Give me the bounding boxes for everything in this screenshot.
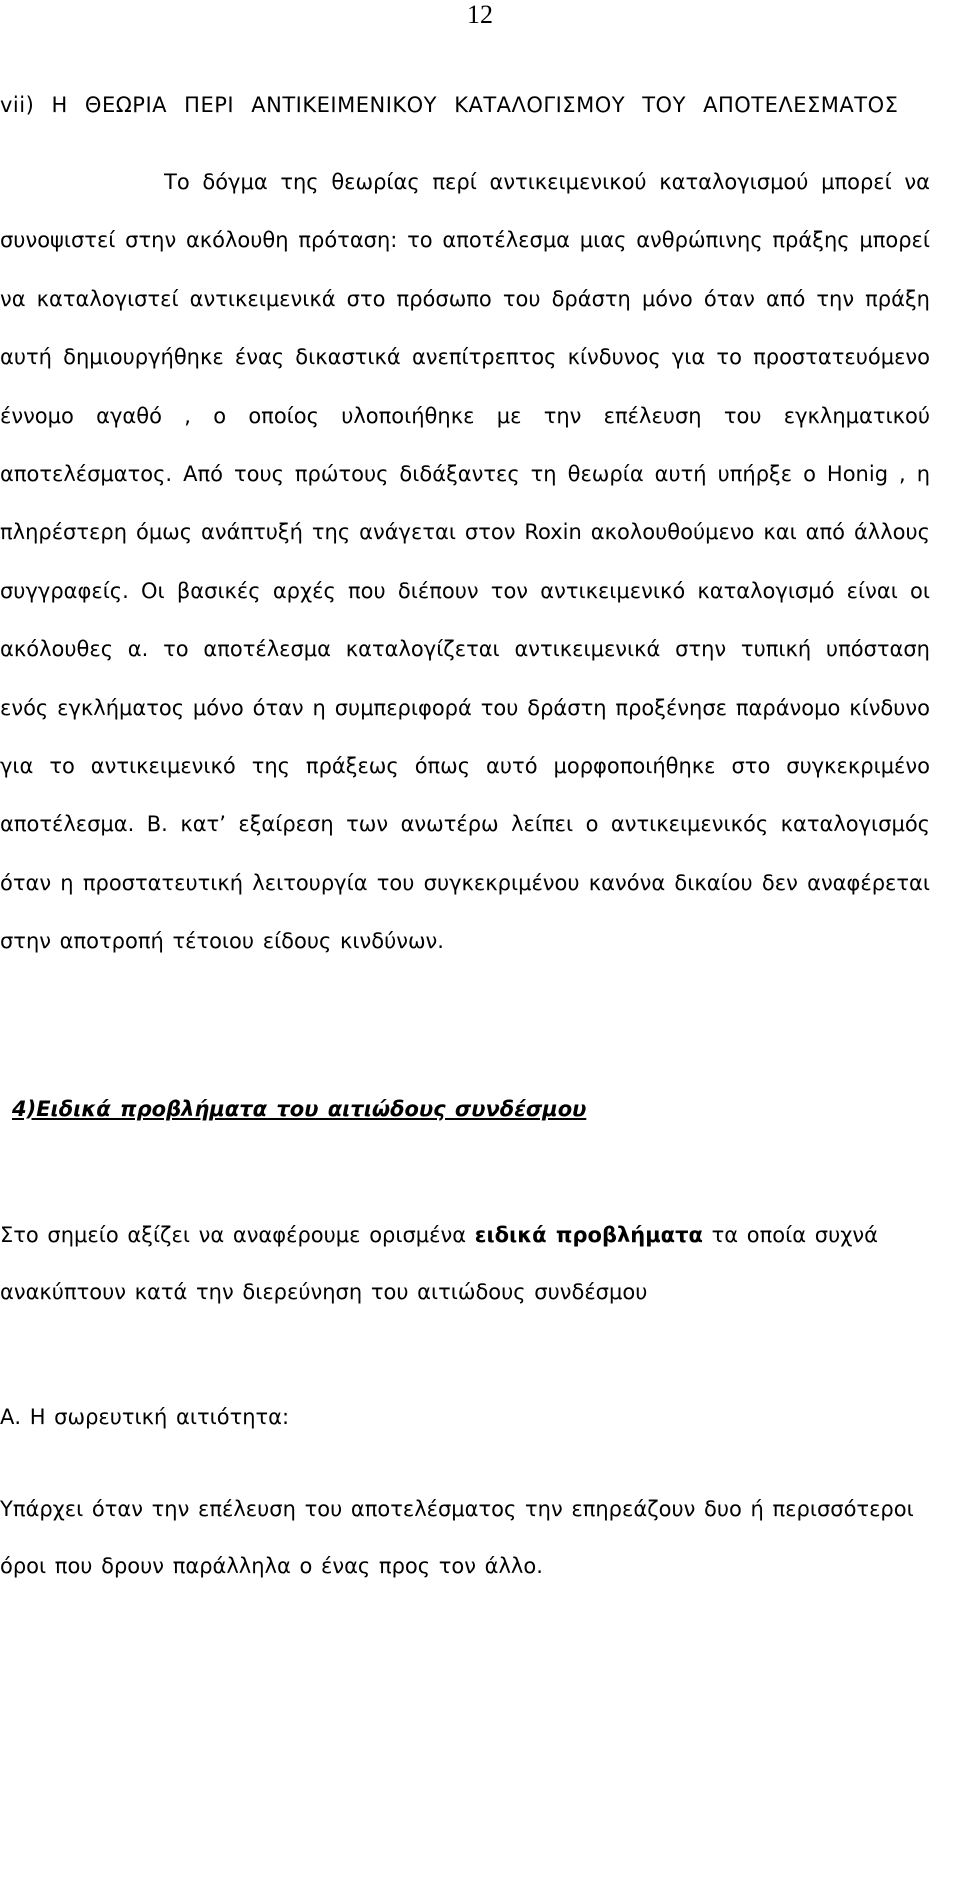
intro-bold-phrase: ειδικά προβλήματα (474, 1222, 703, 1247)
section-heading: 4)Ειδικά προβλήματα του αιτιώδους συνδέσμου (12, 1096, 587, 1121)
paragraph-objective-attribution (0, 153, 930, 971)
section-title: vii) Η ΘΕΩΡΙΑ ΠΕΡΙ ΑΝΤΙΚΕΙΜΕΝΙΚΟΥ ΚΑΤΑΛΟΓΙΣΜΟΥ ΤΟΥ ΑΠΟΤΕΛΕΣΜΑΤΟΣ (0, 93, 899, 117)
intro-text-end: τα οποία συχνά ανακύπτουν κατά την διερεύνηση του αιτιώδους συνδέσμου (0, 1222, 878, 1304)
subheading-cumulative-causality: Α. Η σωρευτική αιτιότητα: (0, 1404, 290, 1429)
paragraph-text: Το δόγμα της θεωρίας περί αντικειμενικού καταλογισμού μπορεί να συνοψιστεί στην ακόλουθη πρόταση: το αποτέλεσμα μιας ανθρώπινης πράξης μπορεί να καταλογιστεί αντικειμενικά στο πρόσωπο του δράστη μόνο όταν από την πράξη αυτή δημιουργήθηκε ένας δικαστικά ανεπίτρεπτος κίνδυνος για το προστατευόμενο έννομο αγαθό , ο οποίος υλοποιήθηκε με την επέλευση του εγκληματικού αποτελέσματος. Από τους πρώτους διδάξαντες τη θεωρία αυτή υπήρξε ο Honig , η πληρέστερη όμως ανάπτυξή της ανάγεται στον Roxin ακολουθούμενο και από άλλους συγγραφείς. Οι βασικές αρχές που διέπουν τον αντικειμενικό καταλογισμό είναι οι ακόλουθες α. το αποτέλεσμα καταλογίζεται αντικειμενικά στην τυπική υπόσταση ενός εγκλήματος μόνο όταν η συμπεριφορά του δράστη προξένησε παράνομο κίνδυνο για το αντικειμενικό της πράξεως όπως αυτό μορφοποιήθηκε στο συγκεκριμένο αποτέλεσμα. Β. κατ’ εξαίρεση των ανωτέρω λείπει ο αντικειμενικός καταλογισμός όταν η προστατευτική λειτουργία του συγκεκριμένου κανόνα δικαίου δεν αναφέρεται στην αποτροπή τέτοιου είδους κινδύνων. (0, 170, 930, 954)
document-body (0, 80, 930, 1595)
intro-text-start: Στο σημείο αξίζει να αναφέρουμε ορισμένα (0, 1222, 475, 1247)
paragraph-cumulative-causality: Υπάρχει όταν την επέλευση του αποτελέσματος την επηρεάζουν δυο ή περισσότεροι όροι που δρουν παράλληλα ο ένας προς τον άλλο. (0, 1496, 914, 1578)
page-number: 12 (467, 0, 493, 29)
intro-paragraph (0, 1207, 930, 1321)
